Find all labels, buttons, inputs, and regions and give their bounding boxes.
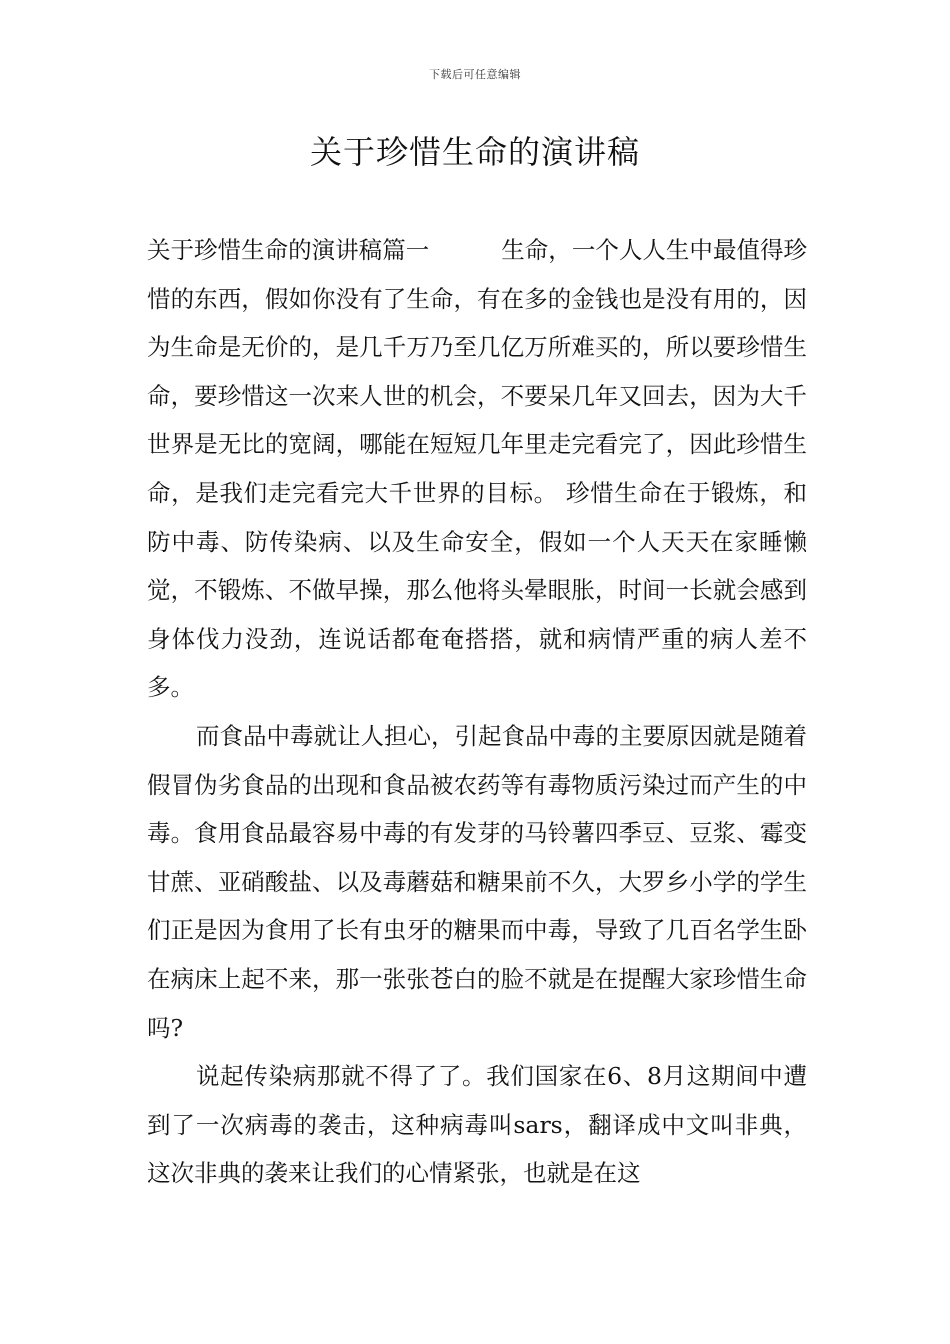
paragraph-3: 说起传染病那就不得了了。我们国家在6、8月这期间中遭到了一次病毒的袭击，这种病毒叫sars，翻译成中文叫非典，这次非典的袭来让我们的心情紧张，也就是在这 — [147, 1062, 807, 1188]
paragraph-1-text: 生命，一个人人生中最值得珍惜的东西，假如你没有了生命，有在多的金钱也是没有用的，因为生命是无价的，是几千万乃至几亿万所难买的，所以要珍惜生命，要珍惜这一次来人世的机会，不要呆几年又回去，因为大千世界是无比的宽阔，哪能在短短几年里走完看完了，因此珍惜生命，是我们走完看完大千世界的目标。 珍惜生命在于锻炼，和防中毒、防传染病、以及生命安全，假如一个人天天在家睡懒觉，不锻炼、不做早操，那么他将头晕眼胀，时间一长就会感到身体伐力没劲，连说话都奄奄搭搭，就和病情严重的病人差不多。 — [147, 236, 808, 702]
paragraph-1 — [147, 226, 807, 712]
page-header-note: 下载后可任意编辑 — [429, 68, 521, 81]
paragraph-2: 而食品中毒就让人担心，引起食品中毒的主要原因就是随着假冒伪劣食品的出现和食品被农药等有毒物质污染过而产生的中毒。食用食品最容易中毒的有发芽的马铃薯四季豆、豆浆、霉变甘蔗、亚硝酸盐、以及毒蘑菇和糖果前不久，大罗乡小学的学生们正是因为食用了长有虫牙的糖果而中毒，导致了几百名学生卧在病床上起不来，那一张张苍白的脸不就是在提醒大家珍惜生命吗? — [147, 721, 807, 1042]
document-title: 关于珍惜生命的演讲稿 — [309, 133, 640, 171]
intro-label: 关于珍惜生命的演讲稿篇一 — [147, 236, 430, 264]
document-body — [147, 226, 807, 1198]
